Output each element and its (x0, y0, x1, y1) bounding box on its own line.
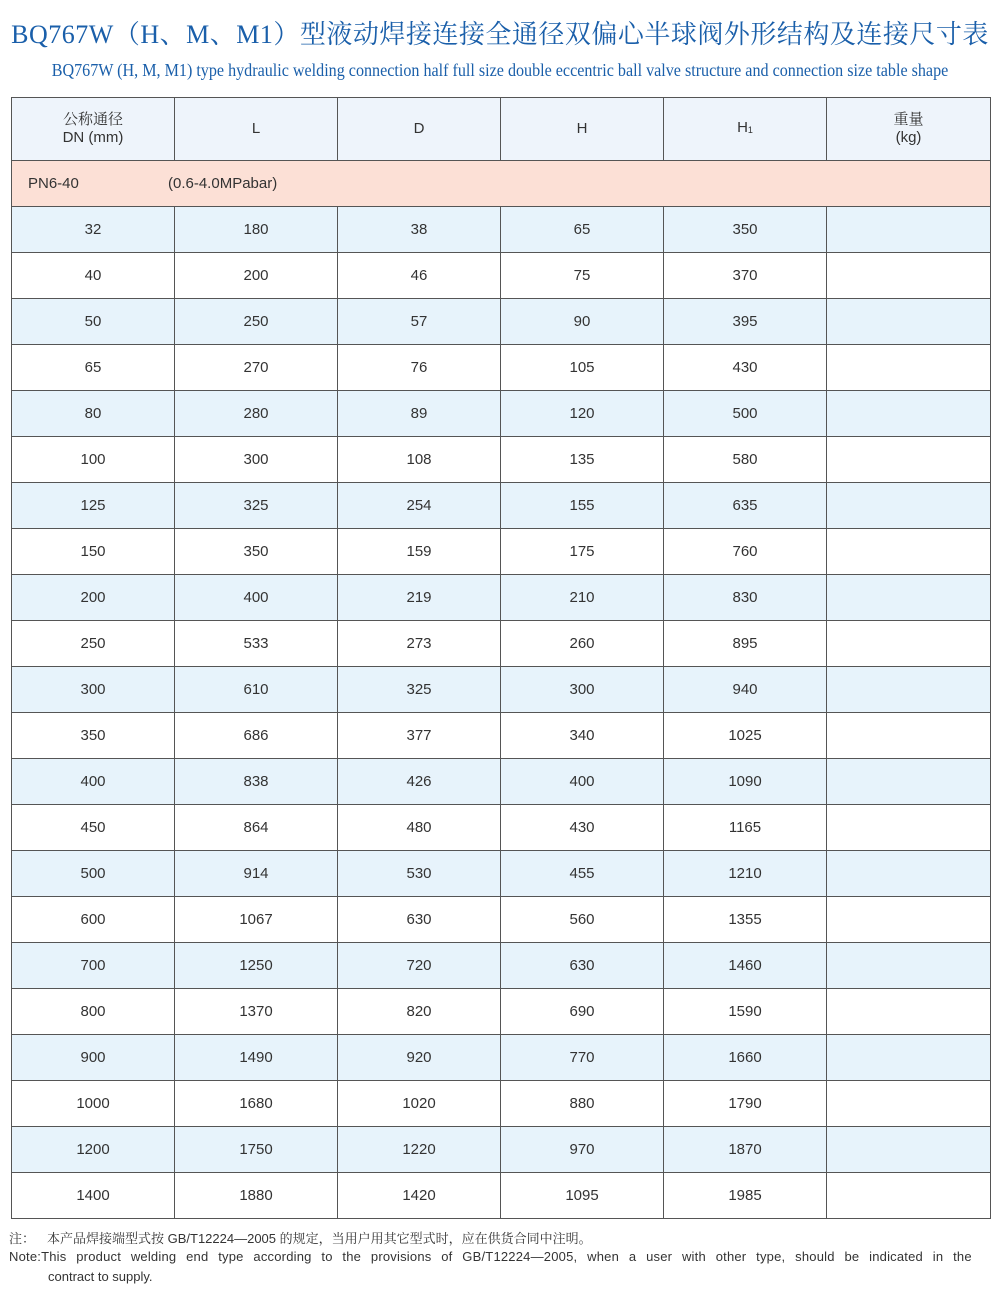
cell-weight (827, 667, 991, 713)
cell-l: 350 (175, 529, 338, 575)
table-row (12, 1035, 991, 1081)
cell-h1: 830 (664, 575, 827, 621)
cell-l: 1880 (175, 1173, 338, 1219)
cell-weight (827, 943, 991, 989)
cell-h: 260 (501, 621, 664, 667)
page-title-cn: BQ767W（H、M、M1）型液动焊接连接全通径双偏心半球阀外形结构及连接尺寸表 (11, 20, 989, 49)
cell-h1: 350 (664, 207, 827, 253)
table-row (12, 483, 991, 529)
table-row (12, 989, 991, 1035)
cell-d: 76 (338, 345, 501, 391)
cell-h1: 1210 (664, 851, 827, 897)
cell-d: 38 (338, 207, 501, 253)
cell-weight (827, 1035, 991, 1081)
header-dn (12, 98, 175, 161)
table-row (12, 897, 991, 943)
cell-dn: 50 (12, 299, 175, 345)
cell-dn: 350 (12, 713, 175, 759)
table-row (12, 621, 991, 667)
cell-d: 1220 (338, 1127, 501, 1173)
cell-weight (827, 759, 991, 805)
table-row (12, 805, 991, 851)
cell-h: 400 (501, 759, 664, 805)
header-h1-main: H (737, 119, 748, 136)
header-h: H (501, 98, 664, 161)
cell-dn: 500 (12, 851, 175, 897)
header-d: D (338, 98, 501, 161)
cell-h1: 500 (664, 391, 827, 437)
cell-weight (827, 483, 991, 529)
cell-l: 838 (175, 759, 338, 805)
table-header-row (12, 98, 991, 161)
cell-h1: 370 (664, 253, 827, 299)
cell-weight (827, 575, 991, 621)
cell-h: 560 (501, 897, 664, 943)
cell-h: 120 (501, 391, 664, 437)
cell-h: 630 (501, 943, 664, 989)
cell-h1: 1460 (664, 943, 827, 989)
table-row (12, 713, 991, 759)
cell-d: 325 (338, 667, 501, 713)
header-weight-line2: (kg) (895, 129, 922, 146)
cell-d: 426 (338, 759, 501, 805)
cell-h1: 1790 (664, 1081, 827, 1127)
cell-h: 175 (501, 529, 664, 575)
cell-dn: 250 (12, 621, 175, 667)
cell-dn: 800 (12, 989, 175, 1035)
header-dn-line2: DN (mm) (62, 129, 124, 146)
cell-dn: 300 (12, 667, 175, 713)
cell-weight (827, 299, 991, 345)
table-row (12, 943, 991, 989)
cell-dn: 1200 (12, 1127, 175, 1173)
cell-h: 970 (501, 1127, 664, 1173)
cell-l: 300 (175, 437, 338, 483)
cell-l: 280 (175, 391, 338, 437)
cell-d: 480 (338, 805, 501, 851)
cell-h1: 430 (664, 345, 827, 391)
header-h1 (664, 98, 827, 161)
cell-weight (827, 1173, 991, 1219)
cell-d: 159 (338, 529, 501, 575)
page-title-en: BQ767W (H, M, M1) type hydraulic welding connection half full size double eccentric ball valve structure and connection size table shape (51, 60, 949, 80)
cell-dn: 32 (12, 207, 175, 253)
cell-dn: 80 (12, 391, 175, 437)
cell-weight (827, 207, 991, 253)
table-row (12, 437, 991, 483)
table-row (12, 1173, 991, 1219)
pressure-label: PN6-40 (28, 175, 79, 192)
cell-weight (827, 989, 991, 1035)
note-cn (9, 1228, 592, 1247)
cell-dn: 600 (12, 897, 175, 943)
cell-dn: 125 (12, 483, 175, 529)
cell-l: 1370 (175, 989, 338, 1035)
cell-l: 1750 (175, 1127, 338, 1173)
cell-weight (827, 253, 991, 299)
note-cn-text: 本产品焊接端型式按 GB/T12224—2005 的规定，当用户用其它型式时，应在供货合同中注明。 (47, 1231, 592, 1246)
cell-dn: 40 (12, 253, 175, 299)
cell-d: 377 (338, 713, 501, 759)
cell-weight (827, 621, 991, 667)
table-row (12, 207, 991, 253)
cell-h: 155 (501, 483, 664, 529)
header-l: L (175, 98, 338, 161)
pressure-row (12, 161, 991, 207)
cell-weight (827, 851, 991, 897)
cell-l: 1067 (175, 897, 338, 943)
cell-dn: 900 (12, 1035, 175, 1081)
cell-h: 105 (501, 345, 664, 391)
cell-l: 270 (175, 345, 338, 391)
cell-h1: 395 (664, 299, 827, 345)
cell-dn: 100 (12, 437, 175, 483)
cell-weight (827, 345, 991, 391)
table-row (12, 253, 991, 299)
pressure-range: (0.6-4.0MPabar) (168, 175, 278, 192)
cell-h1: 1025 (664, 713, 827, 759)
cell-h: 135 (501, 437, 664, 483)
cell-h: 210 (501, 575, 664, 621)
cell-d: 273 (338, 621, 501, 667)
note-en (9, 1249, 972, 1264)
cell-d: 254 (338, 483, 501, 529)
cell-l: 250 (175, 299, 338, 345)
cell-h1: 1985 (664, 1173, 827, 1219)
table-row (12, 299, 991, 345)
cell-dn: 450 (12, 805, 175, 851)
table-row (12, 529, 991, 575)
cell-dn: 65 (12, 345, 175, 391)
cell-h: 770 (501, 1035, 664, 1081)
cell-d: 57 (338, 299, 501, 345)
cell-h1: 940 (664, 667, 827, 713)
cell-weight (827, 391, 991, 437)
cell-d: 89 (338, 391, 501, 437)
cell-d: 920 (338, 1035, 501, 1081)
header-h1-sub: 1 (747, 125, 753, 135)
table-row (12, 345, 991, 391)
cell-h: 340 (501, 713, 664, 759)
cell-weight (827, 1081, 991, 1127)
cell-d: 108 (338, 437, 501, 483)
cell-d: 530 (338, 851, 501, 897)
cell-d: 720 (338, 943, 501, 989)
cell-dn: 700 (12, 943, 175, 989)
cell-dn: 1000 (12, 1081, 175, 1127)
table-row (12, 391, 991, 437)
cell-l: 400 (175, 575, 338, 621)
cell-h1: 895 (664, 621, 827, 667)
cell-d: 219 (338, 575, 501, 621)
cell-weight (827, 1127, 991, 1173)
cell-h: 455 (501, 851, 664, 897)
cell-h1: 1590 (664, 989, 827, 1035)
note-en-prefix: Note: (9, 1249, 42, 1264)
cell-l: 914 (175, 851, 338, 897)
cell-weight (827, 713, 991, 759)
cell-d: 1020 (338, 1081, 501, 1127)
cell-h: 880 (501, 1081, 664, 1127)
cell-l: 686 (175, 713, 338, 759)
cell-dn: 1400 (12, 1173, 175, 1219)
table-row (12, 851, 991, 897)
cell-weight (827, 437, 991, 483)
cell-l: 533 (175, 621, 338, 667)
header-weight (827, 98, 991, 161)
cell-d: 630 (338, 897, 501, 943)
cell-weight (827, 805, 991, 851)
cell-h1: 1165 (664, 805, 827, 851)
pressure-cell (12, 161, 991, 207)
note-cn-prefix: 注： (9, 1231, 36, 1246)
cell-l: 180 (175, 207, 338, 253)
dimension-table (11, 97, 991, 1219)
cell-h1: 1870 (664, 1127, 827, 1173)
table-row (12, 667, 991, 713)
cell-h: 65 (501, 207, 664, 253)
table-row (12, 1081, 991, 1127)
cell-l: 325 (175, 483, 338, 529)
cell-h: 1095 (501, 1173, 664, 1219)
cell-weight (827, 897, 991, 943)
cell-d: 820 (338, 989, 501, 1035)
cell-l: 1680 (175, 1081, 338, 1127)
cell-h1: 760 (664, 529, 827, 575)
note-en-text: This product welding end type according to the provisions of GB/T12224—2005, when a user with other type, should be indicated in the (41, 1249, 972, 1264)
cell-h: 90 (501, 299, 664, 345)
cell-l: 864 (175, 805, 338, 851)
cell-d: 46 (338, 253, 501, 299)
cell-h: 430 (501, 805, 664, 851)
cell-h1: 1355 (664, 897, 827, 943)
cell-h: 690 (501, 989, 664, 1035)
cell-h: 75 (501, 253, 664, 299)
cell-weight (827, 529, 991, 575)
cell-h: 300 (501, 667, 664, 713)
cell-l: 1490 (175, 1035, 338, 1081)
cell-h1: 1660 (664, 1035, 827, 1081)
cell-dn: 400 (12, 759, 175, 805)
cell-l: 610 (175, 667, 338, 713)
note-en-continued: contract to supply. (48, 1269, 153, 1284)
cell-dn: 150 (12, 529, 175, 575)
header-dn-line1: 公称通径 (62, 111, 123, 128)
cell-dn: 200 (12, 575, 175, 621)
table-row (12, 759, 991, 805)
cell-h1: 580 (664, 437, 827, 483)
cell-h1: 1090 (664, 759, 827, 805)
header-weight-line1: 重量 (893, 111, 924, 128)
table-row (12, 575, 991, 621)
cell-h1: 635 (664, 483, 827, 529)
table-row (12, 1127, 991, 1173)
cell-d: 1420 (338, 1173, 501, 1219)
cell-l: 1250 (175, 943, 338, 989)
cell-l: 200 (175, 253, 338, 299)
